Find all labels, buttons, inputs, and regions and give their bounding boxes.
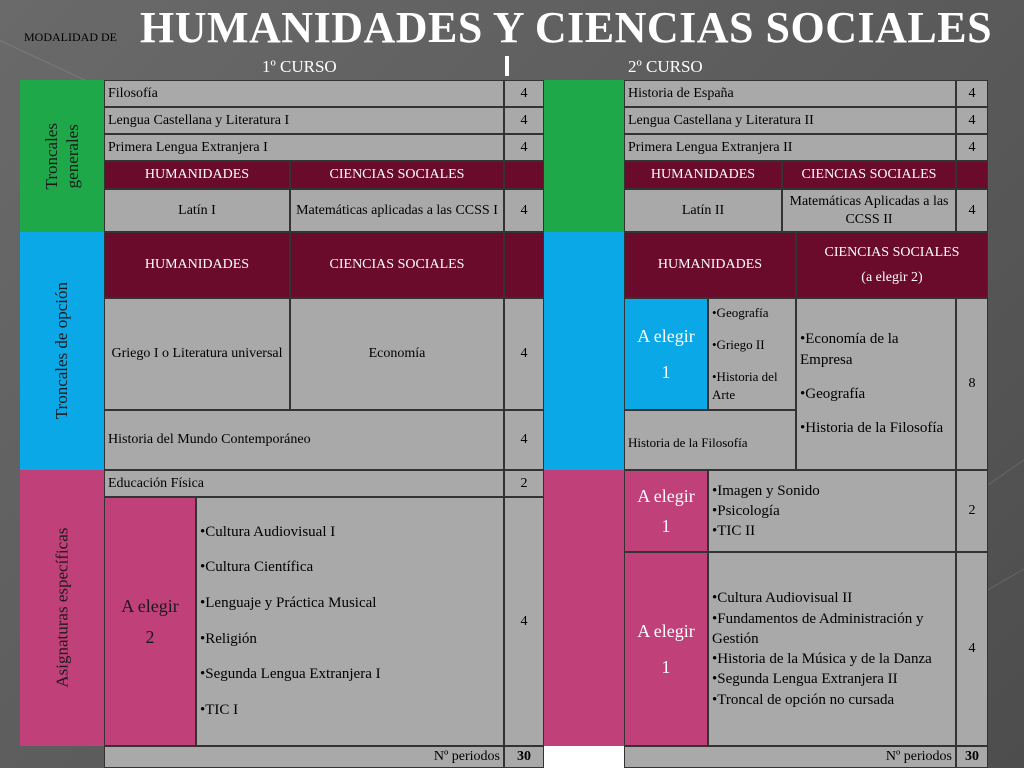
c1-opc-header-blank	[504, 232, 544, 298]
list-item: •Geografía	[712, 304, 769, 320]
middle-band-pink	[544, 470, 624, 746]
curso1-header: 1º CURSO	[262, 57, 337, 76]
list-item: •Historia de la Filosofía	[800, 419, 944, 436]
c1-gen-subject: Filosofía	[104, 80, 504, 107]
header-divider	[505, 56, 509, 76]
section-asignaturas-especificas: Asignaturas específicas	[20, 470, 104, 746]
c1-gen-subject: Primera Lengua Extranjera I	[104, 134, 504, 161]
c1-opc-cs-header: CIENCIAS SOCIALES	[290, 232, 504, 298]
list-item: •Religión	[200, 630, 257, 647]
c1-esp-list	[196, 497, 504, 746]
c2-opc-hum-list	[708, 298, 796, 410]
c2-gen-subject: Lengua Castellana y Literatura II	[624, 107, 956, 134]
list-item: •TIC II	[712, 523, 756, 540]
c2-gen-opt-cs: Matemáticas Aplicadas a las CCSS II	[782, 189, 956, 232]
c1-esp-ef: Educación Física	[104, 470, 504, 497]
list-item: •Fundamentos de Administración y Gestión	[712, 610, 924, 647]
c2-opc-cs-list	[796, 298, 956, 470]
c1-esp-elegir: A elegir 2	[104, 497, 196, 746]
periodos-divider	[544, 746, 624, 768]
list-item: •Geografía	[800, 386, 866, 402]
c1-gen-hours: 4	[504, 80, 544, 107]
c2-opc-filosofia: Historia de la Filosofía	[624, 410, 796, 470]
middle-band-green	[544, 80, 624, 232]
c1-opc-common-hours: 4	[504, 410, 544, 470]
list-item: •Segunda Lengua Extranjera II	[712, 671, 898, 688]
c2-gen-subject: Historia de España	[624, 80, 956, 107]
c1-esp-ef-hours: 2	[504, 470, 544, 497]
list-item: •TIC I	[200, 701, 239, 718]
c2-esp1-list	[708, 470, 956, 552]
c1-periodos-value: 30	[504, 746, 544, 768]
section-troncales-generales: Troncales generales	[20, 80, 104, 232]
c1-gen-opt-cs: Matemáticas aplicadas a las CCSS I	[290, 189, 504, 232]
c1-gen-cs-header: CIENCIAS SOCIALES	[290, 161, 504, 189]
list-item: •Imagen y Sonido	[712, 482, 820, 499]
list-item: •Cultura Audiovisual II	[712, 590, 853, 607]
c1-gen-hours: 4	[504, 107, 544, 134]
list-item: •Historia de la Música y de la Danza	[712, 651, 932, 667]
c1-periodos-label: Nº periodos	[104, 746, 504, 768]
c2-esp2-elegir: A elegir 1	[624, 552, 708, 746]
c1-opc-hum: Griego I o Literatura universal	[104, 298, 290, 410]
c2-gen-hum-header: HUMANIDADES	[624, 161, 782, 189]
title-prefix: MODALIDAD DE	[24, 30, 117, 44]
c2-gen-hours: 4	[956, 134, 988, 161]
list-item: •Economía de la Empresa	[800, 330, 899, 369]
c1-gen-opt-hum: Latín I	[104, 189, 290, 232]
c1-opc-common: Historia del Mundo Contemporáneo	[104, 410, 504, 470]
list-item: •Cultura Científica	[200, 559, 314, 576]
c2-gen-opt-hum: Latín II	[624, 189, 782, 232]
list-item: •Griego II	[712, 336, 765, 352]
c2-esp1-elegir: A elegir 1	[624, 470, 708, 552]
list-item: •Troncal de opción no cursada	[712, 691, 895, 708]
c1-gen-hours: 4	[504, 134, 544, 161]
c2-opc-elegir: A elegir 1	[624, 298, 708, 410]
section-troncales-opcion: Troncales de opción	[20, 232, 104, 470]
c1-opc-hum-header: HUMANIDADES	[104, 232, 290, 298]
list-item: •Lenguaje y Práctica Musical	[200, 594, 377, 611]
c2-gen-opt-hours: 4	[956, 189, 988, 232]
c2-opc-hours: 8	[956, 298, 988, 470]
list-item: •Cultura Audiovisual I	[200, 523, 336, 540]
c2-opc-hum-header: HUMANIDADES	[624, 232, 796, 298]
c1-gen-opt-hours: 4	[504, 189, 544, 232]
c2-opc-cs-header: CIENCIAS SOCIALES (a elegir 2)	[796, 232, 988, 298]
c2-periodos-label: Nº periodos	[624, 746, 956, 768]
list-item: •Psicología	[712, 502, 780, 519]
list-item: •Segunda Lengua Extranjera I	[200, 666, 381, 683]
c2-gen-hours: 4	[956, 107, 988, 134]
c2-esp1-hours: 2	[956, 470, 988, 552]
middle-band-blue	[544, 232, 624, 470]
c1-gen-subject: Lengua Castellana y Literatura I	[104, 107, 504, 134]
c1-gen-header-blank	[504, 161, 544, 189]
c2-gen-hours: 4	[956, 80, 988, 107]
c1-opc-cs: Economía	[290, 298, 504, 410]
c2-esp2-list	[708, 552, 956, 746]
c1-opc-hours: 4	[504, 298, 544, 410]
c2-gen-cs-header: CIENCIAS SOCIALES	[782, 161, 956, 189]
c2-periodos-value: 30	[956, 746, 988, 768]
c2-gen-subject: Primera Lengua Extranjera II	[624, 134, 956, 161]
c1-gen-hum-header: HUMANIDADES	[104, 161, 290, 189]
c1-esp-hours: 4	[504, 497, 544, 746]
curso2-header: 2º CURSO	[628, 57, 703, 76]
c2-gen-header-blank	[956, 161, 988, 189]
page-title: HUMANIDADES Y CIENCIAS SOCIALES	[140, 3, 993, 52]
c2-esp2-hours: 4	[956, 552, 988, 746]
list-item: •Historia del Arte	[712, 369, 778, 403]
